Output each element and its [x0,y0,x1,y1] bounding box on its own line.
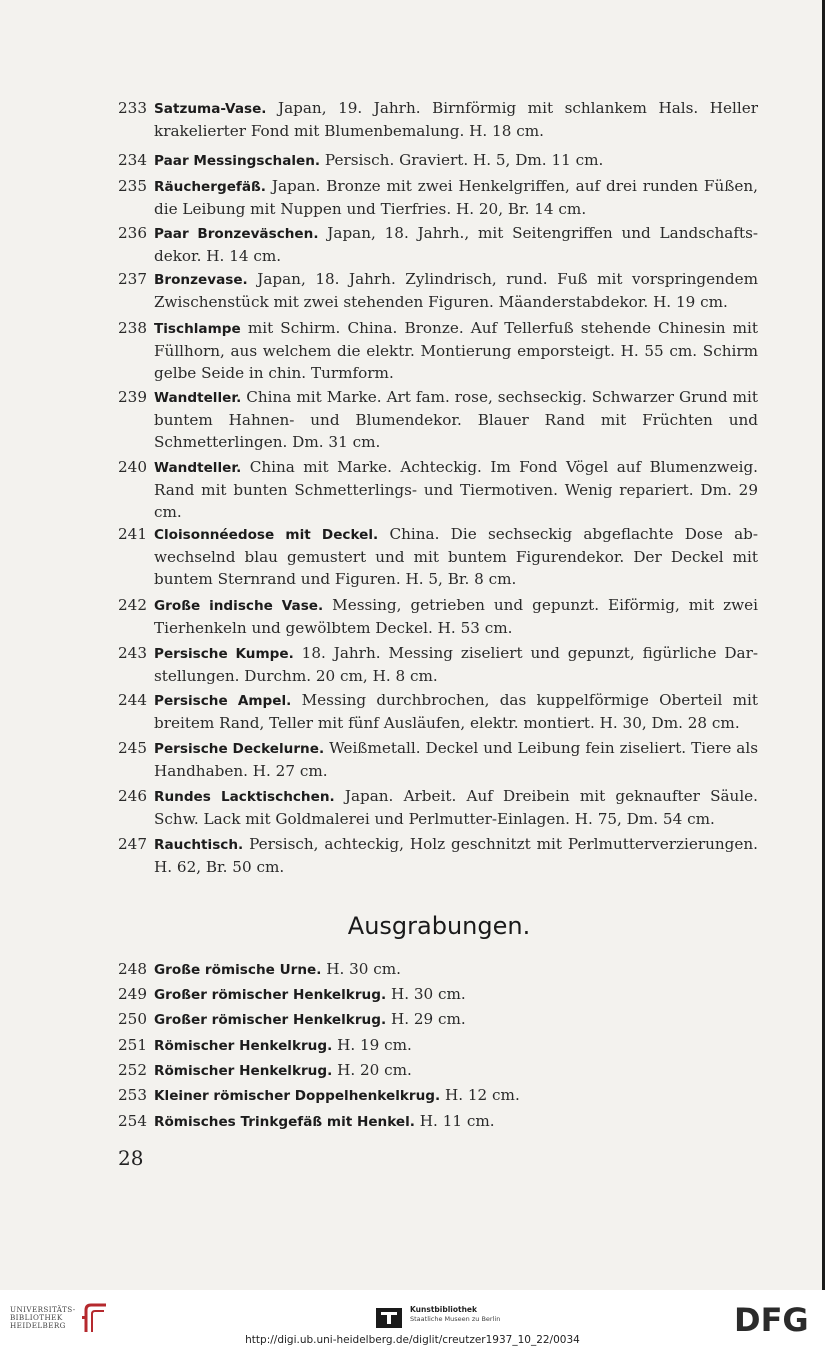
entry-description: Japan, 19. Jahrh. Birnförmig mit schlankem Hals. Heller krakelierter Fond mit Blumenbemalung. H. 18 cm. [154,99,758,140]
entry-title: Persische Ampel. [154,693,292,709]
catalog-entry [118,642,758,687]
catalog-entry [118,175,758,220]
entry-description: H. 11 cm. [414,1112,495,1130]
entry-number: 243 [118,644,147,662]
entry-number: 242 [118,596,147,614]
entry-description: Japan, 18. Jahrh., mit Seitengriffen und Landschafts-dekor. H. 14 cm. [154,224,758,265]
catalog-entry [118,1110,758,1133]
entry-description: Weißmetall. Deckel und Leibung fein ziseliert. Tiere als Handhaben. H. 27 cm. [154,739,758,780]
entry-description: Japan, 18. Jahrh. Zylindrisch, rund. Fuß mit vorspringendem Zwischenstück mit zwei stehenden Figuren. Mäanderstabdekor. H. 19 cm. [154,270,758,311]
page-number: 28 [118,1146,144,1170]
entry-title: Persische Deckelurne. [154,741,325,757]
entry-title: Persische Kumpe. [154,646,294,662]
catalog-entry [118,737,758,782]
entry-title: Kleiner römischer Doppelhenkelkrug. [154,1088,441,1104]
entry-number: 240 [118,458,147,476]
dfg-logo[interactable] [734,1304,814,1334]
uni-logo-line1: UNIVERSITÄTS- [10,1305,76,1314]
entry-title: Große indische Vase. [154,598,324,614]
entry-title: Großer römischer Henkelkrug. [154,1012,387,1028]
entry-number: 236 [118,224,147,242]
entry-description: H. 12 cm. [440,1086,520,1104]
entry-title: Rauchtisch. [154,837,244,853]
entry-title: Wandteller. [154,460,242,476]
entry-description: Messing durchbrochen, das kuppelförmige Oberteil mit breitem Rand, Teller mit fünf Ausläufen, elektr. montiert. H. 30, Dm. 28 cm. [154,691,758,732]
entry-number: 248 [118,960,147,978]
entry-description: China mit Marke. Art fam. rose, sechseckig. Schwarzer Grund mit buntem Hahnen- und Blumendekor. Blauer Rand mit Früchten und Schmetterlingen. Dm. 31 cm. [154,388,758,451]
entry-description: H. 19 cm. [332,1036,412,1054]
entry-title: Paar Messingschalen. [154,153,321,169]
entry-number: 241 [118,525,147,543]
catalog-entry [118,268,758,313]
entry-number: 253 [118,1086,147,1104]
kunstbibliothek-title: Kunstbibliothek [410,1305,478,1314]
entry-description: H. 29 cm. [386,1010,466,1028]
catalog-entry [118,833,758,878]
entry-title: Römischer Henkelkrug. [154,1063,333,1079]
section-heading: Ausgrabungen. [347,912,531,940]
catalog-entry [118,1034,758,1057]
catalog-entry [118,222,758,267]
entry-number: 234 [118,151,147,169]
entry-number: 246 [118,787,147,805]
kunstbibliothek-logo[interactable] [376,1305,536,1331]
uni-logo-line2: BIBLIOTHEK [10,1313,63,1322]
entry-number: 250 [118,1010,147,1028]
entry-description: Persisch, achteckig, Holz geschnitzt mit Perlmutterverzierungen. H. 62, Br. 50 cm. [154,835,758,876]
entry-title: Cloisonnéedose mit Deckel. [154,527,379,543]
viewer-footer [0,1290,825,1350]
entry-description: H. 30 cm. [386,985,466,1003]
kunstbibliothek-mark-icon [376,1308,402,1328]
entry-number: 245 [118,739,147,757]
kunstbibliothek-subtitle: Staatliche Museen zu Berlin [410,1315,501,1323]
catalog-entry [118,1008,758,1031]
entry-description: Japan. Bronze mit zwei Henkelgriffen, auf drei runden Füßen, die Leibung mit Nuppen und Tierfries. H. 20, Br. 14 cm. [154,177,758,218]
entry-description: China. Die sechseckig abgeflachte Dose ab-wechselnd blau gemustert und mit buntem Figurendekor. Der Deckel mit buntem Sternrand und Figuren. H. 5, Br. 8 cm. [154,525,758,588]
catalog-entry [118,594,758,639]
entry-title: Wandteller. [154,390,242,406]
catalog-entry [118,97,758,142]
entry-description: H. 30 cm. [321,960,402,978]
uni-emblem-icon [82,1302,110,1336]
entry-description: Messing, getrieben und gepunzt. Eiförmig, mit zwei Tierhenkeln und gewölbtem Deckel. H. 53 cm. [154,596,758,637]
catalog-entry [118,1059,758,1082]
entry-title: Großer römischer Henkelkrug. [154,987,387,1003]
uni-logo-line3: HEIDELBERG [10,1321,66,1330]
entry-title: Bronzevase. [154,272,248,288]
entry-description: H. 20 cm. [332,1061,412,1079]
entry-number: 238 [118,319,147,337]
entry-number: 239 [118,388,147,406]
entry-description: 18. Jahrh. Messing ziseliert und gepunzt, figürliche Dar-stellungen. Durchm. 20 cm, H. 8 cm. [154,644,758,685]
catalog-entry [118,785,758,830]
entry-description: Japan. Arbeit. Auf Dreibein mit geknaufter Säule. Schw. Lack mit Goldmalerei und Perlmutter-Einlagen. H. 75, Dm. 54 cm. [154,787,759,828]
entry-number: 235 [118,177,147,195]
catalog-entry [118,958,758,981]
entry-number: 249 [118,985,147,1003]
entry-title: Paar Bronzeväschen. [154,226,319,242]
catalog-entry [118,386,758,453]
catalog-entry [118,983,758,1006]
entry-number: 254 [118,1112,147,1130]
permalink-url[interactable]: http://digi.ub.uni-heidelberg.de/diglit/creutzer1937_10_22/0034 [245,1334,580,1346]
entry-number: 233 [118,99,147,117]
university-library-logo[interactable] [10,1302,120,1336]
entry-title: Tischlampe [154,321,241,337]
catalog-entry [118,1084,758,1107]
entry-title: Satzuma-Vase. [154,101,267,117]
catalog-entry [118,689,758,734]
catalog-entry [118,317,758,384]
catalog-entry [118,523,758,590]
entry-number: 252 [118,1061,147,1079]
entry-title: Große römische Urne. [154,962,322,978]
entry-title: Räuchergefäß. [154,179,266,195]
entry-description: mit Schirm. China. Bronze. Auf Tellerfuß stehende Chinesin mit Füllhorn, aus welchem die elektr. Montierung emporsteigt. H. 55 cm. Schirm gelbe Seide in chin. Turmform. [154,319,758,382]
entry-number: 237 [118,270,147,288]
catalog-entry [118,456,758,523]
entry-number: 247 [118,835,147,853]
entry-title: Rundes Lacktischchen. [154,789,335,805]
entry-title: Römisches Trinkgefäß mit Henkel. [154,1114,415,1130]
entry-description: Persisch. Graviert. H. 5, Dm. 11 cm. [320,151,604,169]
dfg-logo-text: DFG [734,1304,809,1334]
entry-title: Römischer Henkelkrug. [154,1038,333,1054]
entry-number: 244 [118,691,147,709]
catalog-entry [118,149,758,172]
entry-description: China mit Marke. Achteckig. Im Fond Vögel auf Blumenzweig. Rand mit bunten Schmetterlings- und Tiermotiven. Wenig repariert. Dm. 29 cm. [154,458,758,521]
entry-number: 251 [118,1036,147,1054]
